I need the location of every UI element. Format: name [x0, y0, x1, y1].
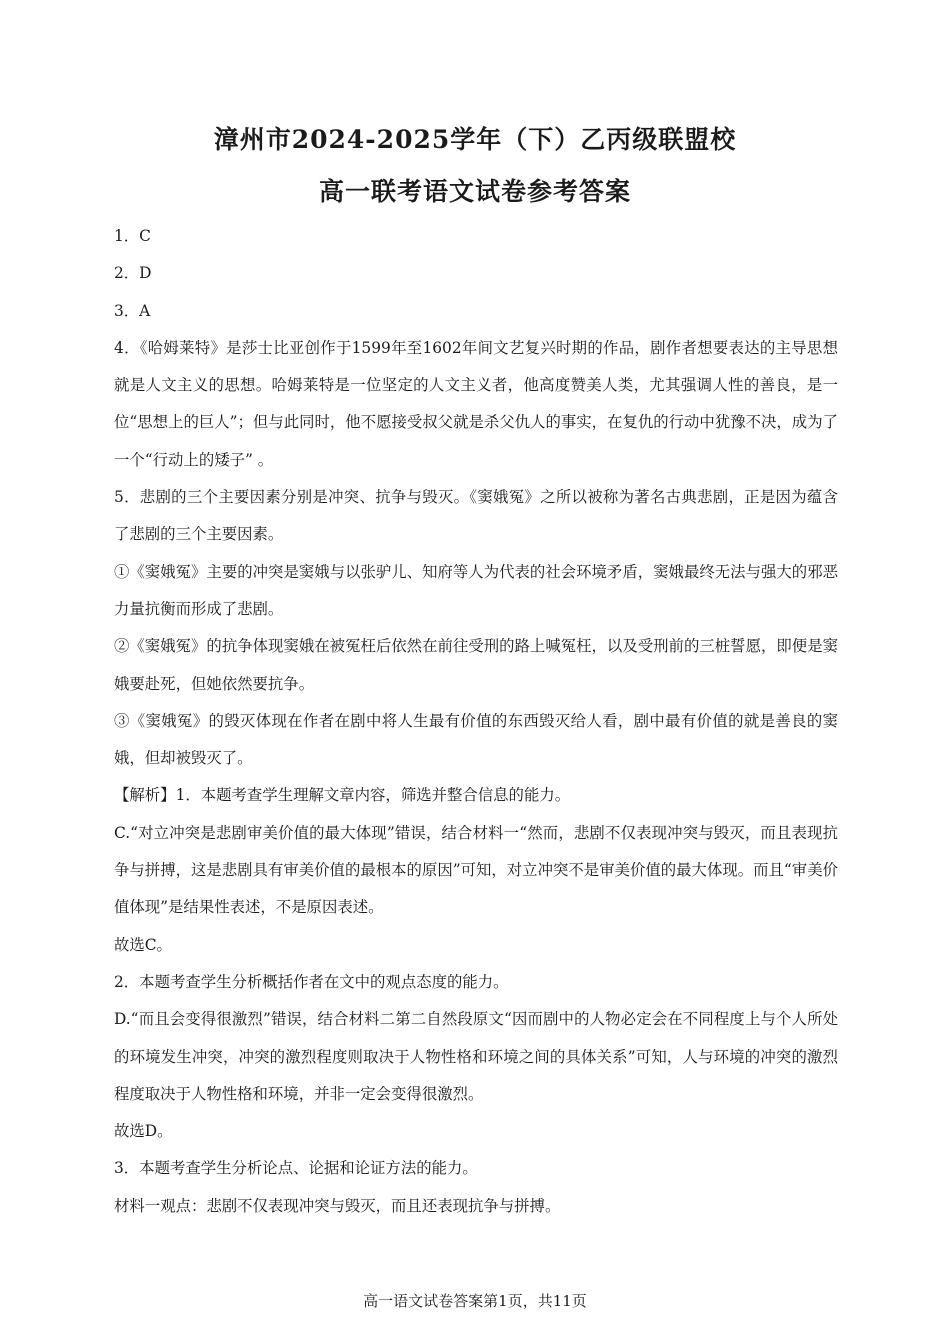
answer-paragraph: 1．C: [114, 227, 151, 245]
answer-paragraph: 2．D: [114, 264, 152, 283]
document-title-line2: 高一联考语文试卷参考答案: [318, 177, 631, 206]
answer-paragraph: ①《窦娥冤》主要的冲突是窦娥与以张驴儿、知府等人为代表的社会环境矛盾，窦娥最终无法与强大的邪恶力量抗衡而形成了悲剧。: [114, 562, 838, 618]
answer-paragraph: ②《窦娥冤》的抗争体现窦娥在被冤枉后依然在前往受刑的路上喊冤枉，以及受刑前的三桩誓愿，即便是窦娥要赴死，但她依然要抗争。: [114, 637, 838, 693]
page-footer: 高一语文试卷答案第1页，共11页: [363, 1292, 587, 1310]
answer-paragraph: 5．悲剧的三个主要因素分别是冲突、抗争与毁灭。《窦娥冤》之所以被称为著名古典悲剧，正是因为蕴含了悲剧的三个主要因素。: [114, 488, 838, 544]
answer-content: [114, 218, 838, 1225]
analysis-paragraph: 故选C。: [114, 935, 172, 954]
analysis-paragraph: C.“对立冲突是悲剧审美价值的最大体现”错误，结合材料一“然而，悲剧不仅表现冲突与毁灭，而且表现抗争与拼搏，这是悲剧具有审美价值的最根本的原因”可知，对立冲突不是审美价值的最大体现。而且“审美价值体现”是结果性表述，不是原因表述。: [114, 823, 838, 917]
analysis-paragraph: 3．本题考查学生分析论点、论据和论证方法的能力。: [114, 1159, 478, 1178]
analysis-paragraph: 故选D。: [114, 1122, 173, 1141]
analysis-paragraph: 材料一观点：悲剧不仅表现冲突与毁灭，而且还表现抗争与拼搏。: [114, 1196, 561, 1215]
analysis-paragraph: 【解析】1．本题考查学生理解文章内容，筛选并整合信息的能力。: [114, 786, 571, 805]
answer-paragraph: ③《窦娥冤》的毁灭体现在作者在剧中将人生最有价值的东西毁灭给人看，剧中最有价值的就是善良的窦娥，但却被毁灭了。: [114, 711, 838, 768]
analysis-paragraph: 2．本题考查学生分析概括作者在文中的观点态度的能力。: [114, 972, 509, 991]
answer-paragraph: 4．《哈姆莱特》是莎士比亚创作于1599年至1602年间文艺复兴时期的作品，剧作者想要表达的主导思想就是人文主义的思想。哈姆莱特是一位坚定的人文主义者，他高度赞美人类，尤其强调人性的善良，是一位“思想上的巨人”；但与此同时，他不愿接受叔父就是杀父仇人的事实，在复仇的行动中犹豫不决，成为了一个“行动上的矮子” 。: [114, 338, 838, 469]
analysis-paragraph: D.“而且会变得很激烈”错误，结合材料二第二自然段原文“因而剧中的人物必定会在不同程度上与个人所处的环境发生冲突，冲突的激烈程度则取决于人物性格和环境之间的具体关系”可知，人与环境的冲突的激烈程度取决于人物性格和环境，并非一定会变得很激烈。: [114, 1010, 838, 1103]
document-title-line1: 漳州市2024-2025学年（下）乙丙级联盟校: [213, 125, 737, 154]
answer-paragraph: 3．A: [114, 301, 151, 320]
